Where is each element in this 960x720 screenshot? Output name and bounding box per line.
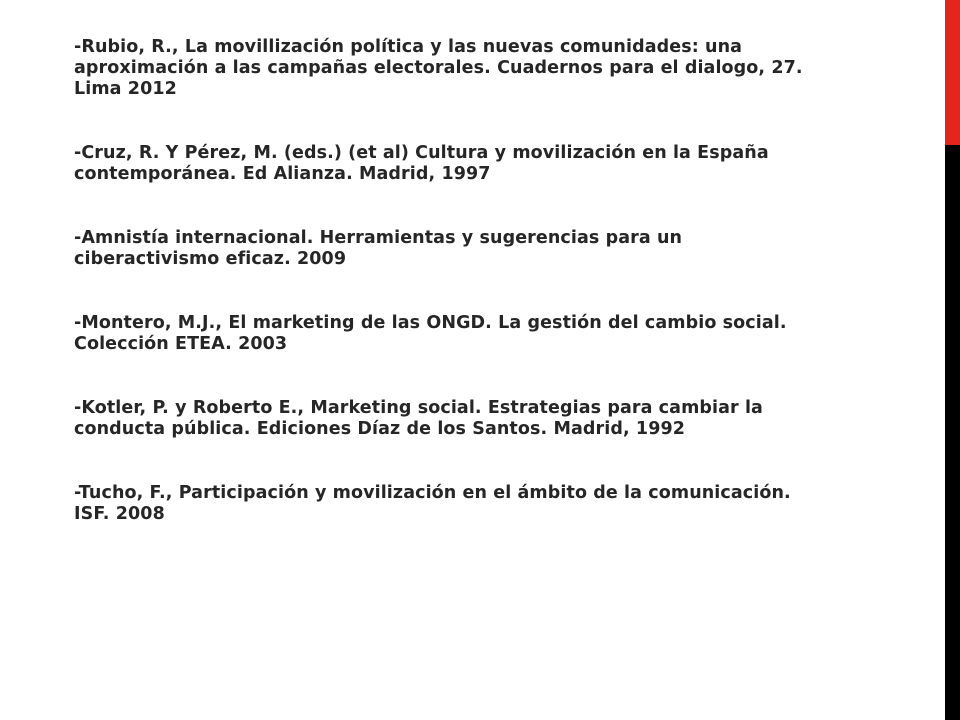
accent-bar-red bbox=[945, 0, 960, 145]
reference-item: -Montero, M.J., El marketing de las ONGD. La gestión del cambio social. Colección ETEA. 2003 bbox=[74, 313, 787, 354]
reference-item: -Tucho, F., Participación y movilización en el ámbito de la comunicación. ISF. 2008 bbox=[74, 483, 791, 524]
reference-item: -Cruz, R. Y Pérez, M. (eds.) (et al) Cultura y movilización en la España contemporánea. Ed Alianza. Madrid, 1997 bbox=[74, 143, 769, 184]
accent-bar-black bbox=[945, 145, 960, 720]
reference-item: -Amnistía internacional. Herramientas y sugerencias para un ciberactivismo eficaz. 2009 bbox=[74, 228, 683, 269]
reference-item: -Kotler, P. y Roberto E., Marketing social. Estrategias para cambiar la conducta pública. Ediciones Díaz de los Santos. Madrid, 1992 bbox=[74, 398, 763, 439]
reference-item: -Rubio, R., La movillización política y las nuevas comunidades: una aproximación a las campañas electorales. Cuadernos para el dialogo, 27. Lima 2012 bbox=[74, 37, 803, 99]
bibliography-list bbox=[74, 37, 804, 568]
